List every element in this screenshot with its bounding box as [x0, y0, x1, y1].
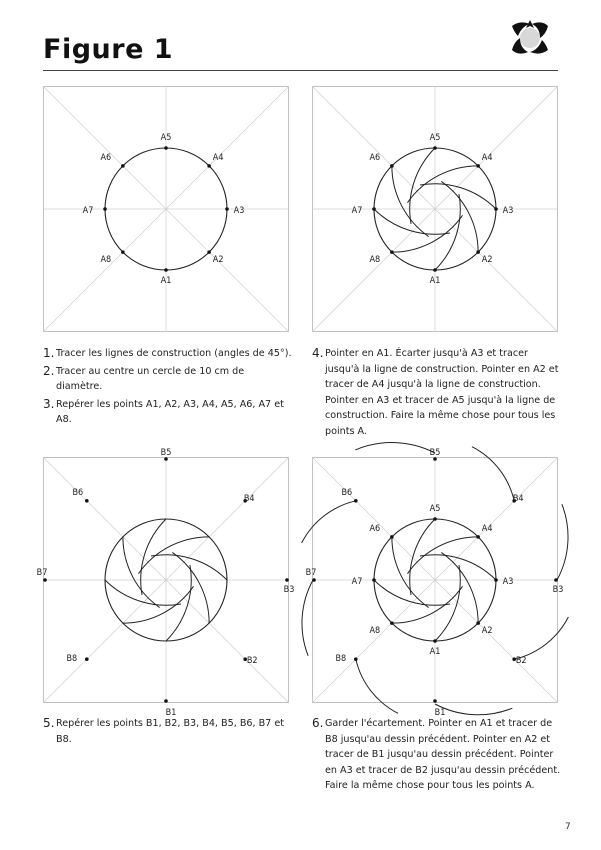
point-A6: [121, 164, 125, 168]
title-underline: [43, 70, 558, 71]
label-A8: A8: [369, 626, 381, 637]
petal-arc-B1: [435, 704, 512, 715]
point-B1: [433, 699, 437, 703]
label-A6: A6: [369, 523, 381, 534]
point-B6: [85, 499, 89, 503]
point-A3: [494, 578, 498, 582]
petal-arc-B6: [302, 501, 356, 543]
label-A7: A7: [351, 206, 363, 216]
label-A5: A5: [429, 133, 441, 143]
label-B7: B7: [305, 568, 317, 578]
label-A4: A4: [481, 152, 493, 163]
point-A5: [433, 517, 437, 521]
instructions-5: [43, 716, 293, 749]
label-B8: B8: [66, 654, 78, 665]
point-A5: [164, 146, 168, 150]
instructions-4: [312, 346, 562, 441]
label-A5: A5: [429, 504, 441, 514]
point-A2: [476, 250, 480, 254]
figure-step-6: [305, 448, 564, 718]
step-4: 4. Pointer en A1. Écarter jusqu'à A3 et tracer jusqu'à la ligne de construction. Pointer en A2 et tracer de A4 jusqu'à la ligne de construction. Pointer en A3 et tracer de A5 jusqu'à la ligne de construction. Faire la même chose pour tous les points A.: [312, 346, 559, 437]
point-B8: [354, 657, 358, 661]
point-A8: [390, 621, 394, 625]
label-A8: A8: [100, 255, 112, 266]
point-A4: [476, 535, 480, 539]
page-title: Figure 1: [43, 34, 174, 65]
figure-step-4: [312, 86, 558, 332]
petal-arc-B7: [302, 580, 313, 656]
point-B8: [85, 657, 89, 661]
point-B7: [43, 578, 47, 582]
label-A1: A1: [429, 276, 441, 286]
point-B6: [354, 499, 358, 503]
label-B1: B1: [434, 708, 446, 718]
label-A3: A3: [502, 206, 514, 216]
step-1: 1. Tracer les lignes de construction (angles de 45°).: [43, 346, 292, 360]
point-B1: [164, 699, 168, 703]
label-A2: A2: [212, 255, 224, 266]
instructions-1-3: [43, 346, 293, 430]
point-A2: [207, 250, 211, 254]
petal-arc-B4: [472, 447, 514, 501]
point-A3: [494, 207, 498, 211]
petal-arc-B3: [557, 504, 568, 580]
petal-arc-B2: [514, 617, 568, 659]
label-A1: A1: [160, 276, 172, 286]
petal-arc-B5: [355, 443, 435, 453]
label-B2: B2: [515, 656, 527, 667]
label-A4: A4: [481, 523, 493, 534]
label-B1: B1: [165, 708, 177, 718]
label-A8: A8: [369, 255, 381, 266]
point-B7: [312, 578, 316, 582]
point-B3: [554, 578, 558, 582]
label-A2: A2: [481, 626, 493, 637]
point-A4: [207, 164, 211, 168]
label-B5: B5: [160, 448, 172, 458]
label-A3: A3: [233, 206, 245, 216]
label-A7: A7: [351, 577, 363, 587]
point-A3: [225, 207, 229, 211]
point-B3: [285, 578, 289, 582]
step-5: 5. Repérer les points B1, B2, B3, B4, B5, B6, B7 et B8.: [43, 716, 284, 745]
petal-arc-B8: [356, 659, 398, 713]
label-B4: B4: [243, 493, 255, 504]
figure-step-1-3: [43, 86, 289, 332]
label-B2: B2: [246, 656, 258, 667]
label-B5: B5: [429, 448, 441, 458]
label-A6: A6: [100, 152, 112, 163]
label-A7: A7: [82, 206, 94, 216]
label-A4: A4: [212, 152, 224, 163]
label-B4: B4: [512, 493, 524, 504]
label-B6: B6: [341, 487, 353, 498]
point-A2: [476, 621, 480, 625]
page-number: 7: [565, 822, 571, 832]
rosette-logo-icon: [510, 18, 550, 58]
point-A6: [390, 535, 394, 539]
label-B7: B7: [36, 568, 48, 578]
step-2: 2. Tracer au centre un cercle de 10 cm de diamètre.: [43, 363, 245, 392]
point-A4: [476, 164, 480, 168]
label-A1: A1: [429, 647, 441, 657]
point-A8: [390, 250, 394, 254]
point-A8: [121, 250, 125, 254]
label-A5: A5: [160, 133, 172, 143]
point-A7: [103, 207, 107, 211]
label-B3: B3: [283, 585, 295, 595]
point-A6: [390, 164, 394, 168]
step-6: 6. Garder l'écartement. Pointer en A1 et tracer de B8 jusqu'au dessin précédent. Pointer en A2 et tracer de B1 jusqu'au dessin précédent. Pointer en A3 et tracer de B2 jusqu'au dessin précédent. Faire la même chose pour tous les points A.: [312, 716, 561, 791]
label-A2: A2: [481, 255, 493, 266]
point-A7: [372, 207, 376, 211]
instructions-6: [312, 716, 562, 796]
point-A5: [433, 146, 437, 150]
step-3: 3. Repérer les points A1, A2, A3, A4, A5, A6, A7 et A8.: [43, 396, 284, 425]
point-A7: [372, 578, 376, 582]
label-B8: B8: [335, 654, 347, 665]
label-A6: A6: [369, 152, 381, 163]
label-B6: B6: [72, 487, 84, 498]
label-B3: B3: [552, 585, 564, 595]
label-A3: A3: [502, 577, 514, 587]
point-A1: [164, 268, 168, 272]
point-A1: [433, 268, 437, 272]
point-A1: [433, 639, 437, 643]
figure-step-5: [36, 448, 295, 718]
